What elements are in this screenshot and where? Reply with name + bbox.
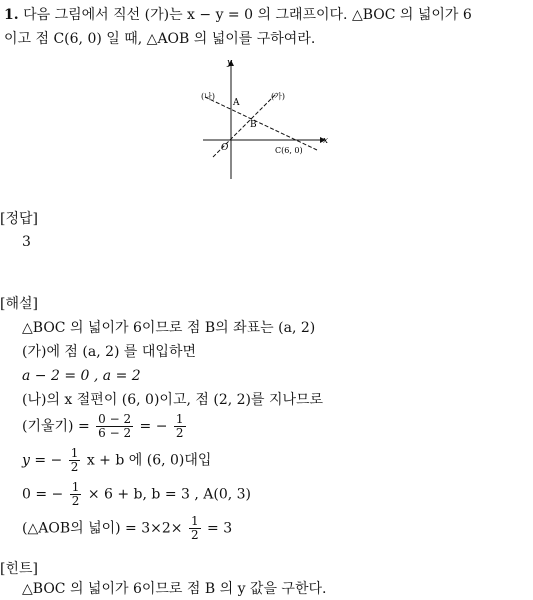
- line6-fraction: [69, 447, 81, 474]
- slope-result-numerator: 1: [175, 412, 184, 426]
- point-a-label: A: [233, 98, 240, 108]
- solution-line-5: [22, 413, 188, 440]
- slope-label: (기울기) =: [22, 418, 90, 435]
- slope-result-denominator: 2: [175, 426, 184, 440]
- solution-line-4: (나)의 x 절편이 (6, 0)이고, 점 (2, 2)를 지나므로: [22, 392, 324, 408]
- hint-text: △BOC 의 넓이가 6이므로 점 B 의 y 값을 구한다.: [22, 581, 327, 597]
- line7-fraction: [70, 481, 82, 508]
- problem-line-1: [4, 6, 472, 24]
- slope-numerator: 0 − 2: [98, 412, 132, 426]
- slope-fraction: [96, 413, 133, 440]
- y-axis-label: y: [227, 58, 233, 68]
- point-b-label: B: [250, 120, 257, 130]
- line6-suffix: x + b 에 (6, 0)대입: [86, 452, 212, 469]
- slope-denominator: 6 − 2: [98, 426, 132, 440]
- solution-line-6: [22, 447, 211, 474]
- line8-fraction: [189, 515, 201, 542]
- coordinate-figure: [195, 55, 335, 185]
- line8-suffix: = 3: [207, 520, 233, 537]
- solution-line-1: △BOC 의 넓이가 6이므로 점 B의 좌표는 (a, 2): [22, 320, 316, 336]
- problem-text-2: 이고 점 C(6, 0) 일 때, △AOB 의 넓이를 구하여라.: [4, 31, 316, 47]
- answer-value: 3: [22, 234, 31, 250]
- line7-numerator: 1: [71, 480, 80, 494]
- solution-line-3: a − 2 = 0 , a = 2: [22, 368, 141, 384]
- problem-number: 1.: [4, 7, 19, 23]
- label-ga: (가): [271, 92, 285, 101]
- line8-numerator: 1: [190, 514, 199, 528]
- line6-prefix: y = −: [22, 452, 63, 469]
- hint-heading: [힌트]: [0, 561, 38, 577]
- x-axis-label: x: [323, 136, 329, 146]
- answer-heading: [정답]: [0, 211, 38, 227]
- line7-suffix: × 6 + b, b = 3 , A(0, 3): [87, 486, 252, 503]
- slope-result-fraction: [174, 413, 186, 440]
- line8-prefix: (△AOB의 넓이) = 3×2×: [22, 520, 183, 537]
- line6-denominator: 2: [70, 460, 79, 474]
- point-c-label: C(6, 0): [275, 146, 303, 155]
- line6-numerator: 1: [70, 446, 79, 460]
- solution-heading: [해설]: [0, 296, 38, 312]
- label-na: (나): [201, 92, 215, 101]
- solution-line-8: [22, 515, 232, 542]
- solution-line-7: [22, 481, 251, 508]
- solution-line-2: (가)에 점 (a, 2) 를 대입하면: [22, 344, 196, 360]
- line8-denominator: 2: [190, 528, 199, 542]
- origin-label: O: [221, 143, 229, 153]
- slope-equals: = −: [139, 418, 168, 435]
- line7-prefix: 0 = −: [22, 486, 64, 503]
- problem-text-1: 다음 그림에서 직선 (가)는 x − y = 0 의 그래프이다. △BOC 의 넓이가 6: [23, 7, 472, 23]
- line7-denominator: 2: [71, 494, 80, 508]
